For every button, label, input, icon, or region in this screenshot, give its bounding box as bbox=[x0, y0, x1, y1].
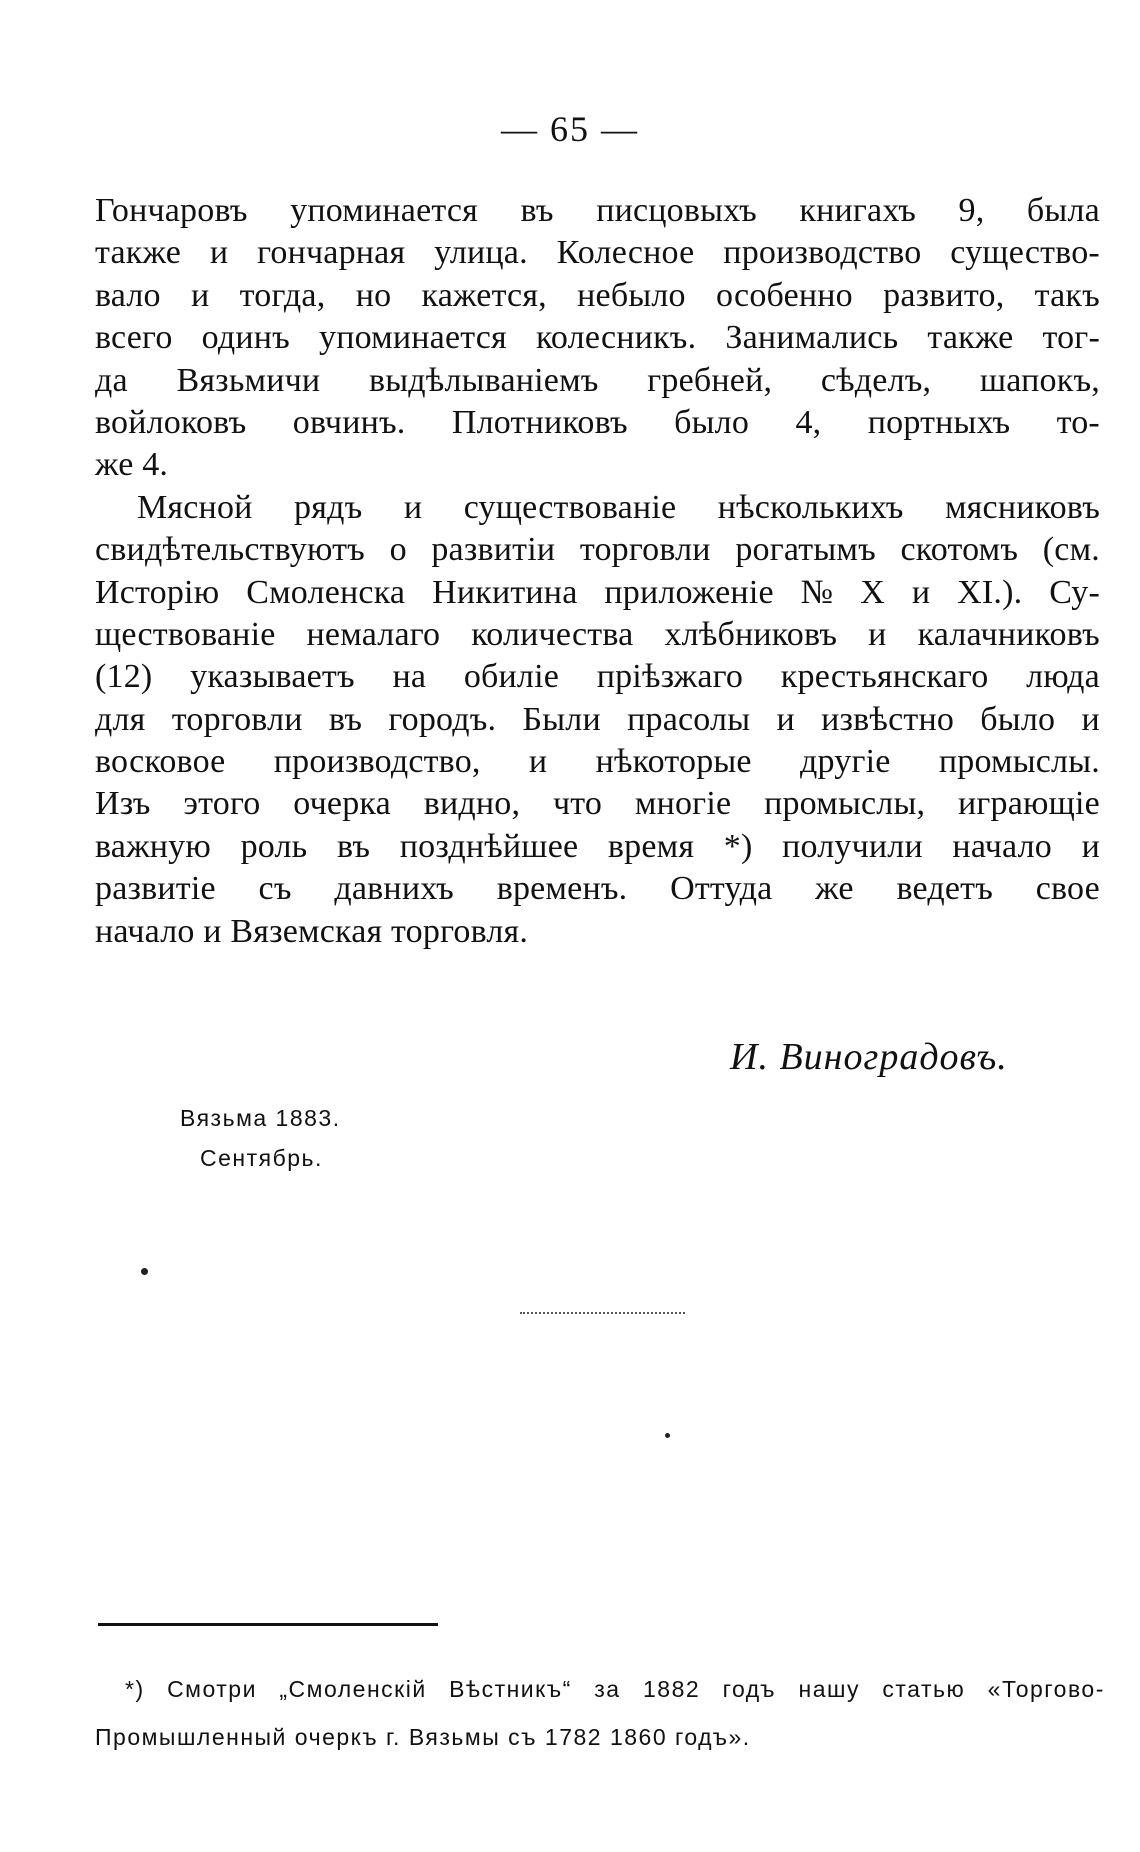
word: и bbox=[1081, 700, 1100, 738]
text-line bbox=[95, 614, 1100, 656]
word: «Торгово- bbox=[987, 1676, 1105, 1702]
word: упоминается bbox=[319, 319, 507, 357]
word: годъ bbox=[722, 1676, 777, 1702]
word: и bbox=[776, 700, 795, 738]
word: (см. bbox=[1042, 531, 1100, 569]
word: хлѣбниковъ bbox=[664, 615, 838, 653]
word: Су- bbox=[1049, 573, 1100, 611]
word: да bbox=[95, 361, 128, 399]
word: Смоленска bbox=[246, 573, 406, 611]
word: крестьянскаго bbox=[780, 658, 989, 696]
word: развитіи bbox=[431, 531, 556, 569]
word: же bbox=[815, 870, 854, 908]
text-line bbox=[95, 487, 1100, 529]
text-line bbox=[95, 275, 1100, 317]
word: книгахъ bbox=[799, 192, 917, 229]
word: вало bbox=[95, 276, 161, 314]
word: но bbox=[355, 276, 392, 314]
word: тог- bbox=[1042, 319, 1100, 357]
word: пріѣзжаго bbox=[596, 658, 744, 696]
text-line bbox=[95, 190, 1100, 232]
word: калачниковъ bbox=[917, 615, 1100, 653]
word: играющіе bbox=[957, 785, 1100, 823]
word: развитіе bbox=[95, 870, 216, 908]
word: и bbox=[911, 573, 931, 611]
word: приложеніе bbox=[604, 573, 774, 611]
word: на bbox=[392, 658, 427, 696]
print-speck bbox=[665, 1433, 670, 1438]
word: ХІ.). bbox=[957, 573, 1023, 611]
text-line bbox=[95, 317, 1100, 359]
footnote-line: Промышленный очеркъ г. Вязьмы съ 1782 1860 годъ». bbox=[95, 1724, 751, 1750]
date-place: Вязьма 1883. bbox=[180, 1105, 341, 1131]
page-number: — 65 — bbox=[501, 109, 639, 149]
word: сѣделъ, bbox=[820, 361, 932, 399]
word: и bbox=[1081, 827, 1100, 865]
word: промыслы, bbox=[764, 785, 926, 823]
word: улица. bbox=[434, 234, 528, 272]
word: № bbox=[800, 573, 834, 611]
word: Гончаровъ bbox=[95, 192, 248, 229]
word: выдѣлываніемъ bbox=[369, 361, 599, 399]
word: всего bbox=[95, 319, 173, 357]
text-line: же 4. bbox=[95, 446, 169, 484]
author-signature: И. Виноградовъ. bbox=[730, 1036, 1008, 1078]
word: также bbox=[95, 234, 182, 272]
text-line bbox=[95, 402, 1100, 444]
text-line bbox=[95, 232, 1100, 274]
word: торговли bbox=[579, 531, 711, 569]
word: съ bbox=[258, 870, 292, 908]
word: Мясной bbox=[137, 488, 253, 526]
word: Вязьмичи bbox=[176, 361, 321, 399]
word: гончарная bbox=[257, 234, 406, 272]
word: временъ. bbox=[496, 870, 628, 908]
footnote bbox=[95, 1665, 1105, 1761]
word: войлоковъ bbox=[95, 403, 247, 441]
word: Исторію bbox=[95, 573, 220, 611]
word: портныхъ bbox=[867, 403, 1011, 441]
word: то- bbox=[1056, 403, 1100, 441]
word: извѣстно bbox=[821, 700, 955, 738]
word: существованіе bbox=[463, 488, 677, 526]
word: особенно bbox=[716, 276, 853, 314]
word: упоминается bbox=[290, 192, 478, 229]
text-line bbox=[95, 783, 1100, 825]
text-line bbox=[95, 868, 1100, 910]
word: Никитина bbox=[432, 573, 578, 611]
word: въ bbox=[520, 192, 554, 229]
word: скотомъ bbox=[900, 531, 1019, 569]
word: и bbox=[868, 615, 887, 653]
word: давнихъ bbox=[334, 870, 454, 908]
word: обиліе bbox=[463, 658, 560, 696]
word: немалаго bbox=[306, 615, 441, 653]
word: рогатымъ bbox=[735, 531, 876, 569]
word: такъ bbox=[1034, 276, 1100, 314]
word: было bbox=[674, 403, 750, 441]
word: указываетъ bbox=[190, 658, 355, 696]
word: Вѣстникъ“ bbox=[449, 1676, 572, 1702]
word: Колесное bbox=[556, 234, 695, 272]
word: шапокъ, bbox=[979, 361, 1100, 399]
word: статью bbox=[882, 1676, 966, 1702]
word: *) bbox=[723, 827, 753, 865]
word: получили bbox=[782, 827, 923, 865]
word: позднѣйшее bbox=[399, 827, 579, 865]
word: о bbox=[389, 531, 407, 569]
text-line bbox=[95, 529, 1100, 571]
text-line bbox=[95, 360, 1100, 402]
word: торговли bbox=[171, 700, 303, 738]
word: развито, bbox=[883, 276, 1005, 314]
word: 9, bbox=[958, 192, 985, 229]
word: люда bbox=[1026, 658, 1100, 696]
word: начало bbox=[952, 827, 1053, 865]
footnote-line bbox=[95, 1665, 1105, 1713]
word: рядъ bbox=[294, 488, 363, 526]
word: нѣсколькихъ bbox=[717, 488, 904, 526]
word: тогда, bbox=[239, 276, 326, 314]
text-line bbox=[95, 741, 1100, 783]
word: прасолы bbox=[627, 700, 751, 738]
footnote-rule bbox=[98, 1623, 438, 1626]
word: этого bbox=[183, 785, 261, 823]
word: и bbox=[528, 743, 548, 781]
word: восковое bbox=[95, 743, 226, 781]
word: время bbox=[607, 827, 695, 865]
word: ществованіе bbox=[95, 615, 276, 653]
word: роль bbox=[240, 827, 308, 865]
word: Были bbox=[522, 700, 601, 738]
word: за bbox=[594, 1676, 621, 1702]
text-line bbox=[95, 572, 1100, 614]
word: городъ. bbox=[388, 700, 497, 738]
text-line bbox=[95, 699, 1100, 741]
word: для bbox=[95, 700, 146, 738]
word: Изъ bbox=[95, 785, 151, 823]
word: существо- bbox=[950, 234, 1100, 272]
word: Плотниковъ bbox=[451, 403, 628, 441]
word: кажется, bbox=[421, 276, 547, 314]
word: и bbox=[403, 488, 423, 526]
word: въ bbox=[336, 827, 371, 865]
word: ведетъ bbox=[896, 870, 993, 908]
text-line: начало и Вяземская торговля. bbox=[95, 912, 529, 950]
word: и bbox=[209, 234, 229, 272]
word: нашу bbox=[798, 1676, 860, 1702]
word: очерка bbox=[293, 785, 391, 823]
word: гребней, bbox=[647, 361, 773, 399]
word: количества bbox=[471, 615, 634, 653]
word: нѣкоторые bbox=[595, 743, 752, 781]
word: промыслы. bbox=[938, 743, 1100, 781]
word: небыло bbox=[577, 276, 686, 314]
word: видно, bbox=[423, 785, 521, 823]
word: что bbox=[552, 785, 603, 823]
word: многіе bbox=[634, 785, 732, 823]
word: свидѣтельствуютъ bbox=[95, 531, 365, 569]
word: другіе bbox=[800, 743, 891, 781]
word: писцовыхъ bbox=[596, 192, 757, 229]
word: важную bbox=[95, 827, 211, 865]
word: „Смоленскій bbox=[279, 1676, 427, 1702]
word: Занимались bbox=[725, 319, 899, 357]
word: производство, bbox=[273, 743, 481, 781]
word: мясниковъ bbox=[944, 488, 1100, 526]
print-smudge bbox=[520, 1312, 685, 1319]
word: 1882 bbox=[642, 1676, 701, 1702]
body-text bbox=[95, 190, 1100, 953]
word: *) bbox=[125, 1676, 145, 1702]
date-month: Сентябрь. bbox=[200, 1145, 323, 1171]
word: колесникъ. bbox=[535, 319, 697, 357]
word: Х bbox=[860, 573, 885, 611]
word: производство bbox=[723, 234, 922, 272]
word: свое bbox=[1035, 870, 1100, 908]
word: также bbox=[927, 319, 1014, 357]
word: одинъ bbox=[201, 319, 290, 357]
word: и bbox=[191, 276, 210, 314]
word: Смотри bbox=[167, 1676, 257, 1702]
word: (12) bbox=[95, 658, 153, 696]
text-line bbox=[95, 656, 1100, 698]
text-line bbox=[95, 826, 1100, 868]
word: было bbox=[980, 700, 1056, 738]
word: овчинъ. bbox=[292, 403, 406, 441]
word: въ bbox=[328, 700, 363, 738]
word: была bbox=[1026, 192, 1100, 229]
word: 4, bbox=[795, 403, 822, 441]
print-speck bbox=[141, 1268, 148, 1275]
word: Оттуда bbox=[670, 870, 773, 908]
